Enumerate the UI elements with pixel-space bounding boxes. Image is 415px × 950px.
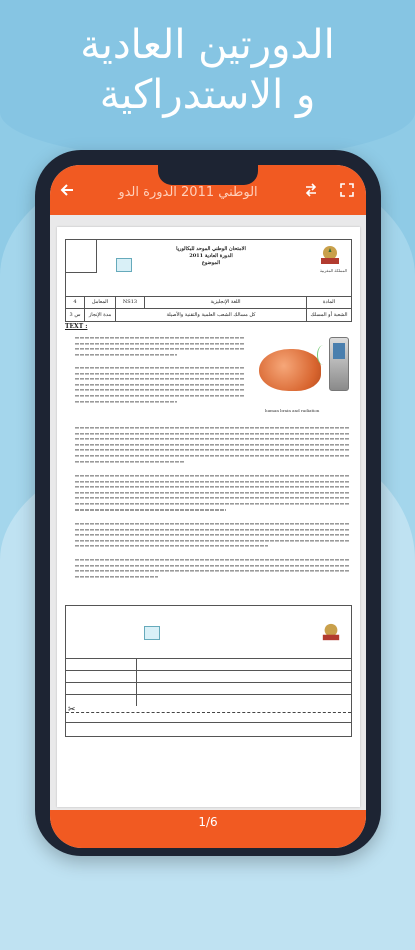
scissors-icon: ✂ (68, 705, 76, 715)
swap-icon[interactable] (304, 183, 318, 200)
answer-sheet-header (65, 605, 352, 737)
exam-stamp-icon (116, 258, 132, 272)
header-line-3: الموضوع (201, 260, 221, 266)
pdf-page[interactable] (57, 227, 360, 807)
paragraph-5 (75, 521, 350, 549)
brain-illustration (259, 349, 321, 391)
coefficient-value: 4 (73, 299, 77, 305)
expand-icon[interactable] (340, 183, 354, 200)
branches-value: كل مسالك الشعب العلمية والتقنية والأصيلة (115, 309, 306, 321)
page-indicator: 1/6 (198, 815, 218, 829)
promo-title-line2: و الاستدراكية (99, 72, 316, 118)
exam-info-row-1 (65, 296, 352, 309)
coefficient-label: المعامل (84, 296, 115, 308)
phone-screen (50, 165, 366, 848)
paragraph-6 (75, 557, 350, 579)
header-center (161, 246, 261, 267)
exam-info-row-2 (65, 309, 352, 322)
header-page-box (66, 240, 97, 273)
duration-value: 3 س (69, 312, 81, 318)
phone-frame (35, 150, 381, 856)
exam-header (65, 239, 352, 297)
text-heading: TEXT : (65, 323, 88, 330)
app-bar-title: الوطني 2011 الدورة الدو (118, 185, 258, 200)
cell-phone-icon (329, 337, 349, 391)
phone-notch (158, 165, 258, 185)
page-indicator-bar (50, 810, 366, 848)
header-line-1: الامتحان الوطني الموحد للبكالوريا (176, 246, 246, 252)
header-ministry: المملكة المغربية (319, 268, 347, 273)
paragraph-4 (75, 473, 350, 512)
paragraph-2 (75, 365, 245, 404)
promo-title-line1: الدورتين العادية (80, 22, 335, 68)
promo-title (0, 20, 415, 120)
brain-radiation-image (255, 335, 352, 413)
image-caption: human brain and radiation (265, 408, 320, 413)
paragraph-1 (75, 335, 245, 357)
branches-label: الشعبة أو المسلك (306, 309, 351, 321)
header-line-2: الدورة العادية 2011 (189, 253, 233, 259)
subject-name: اللغة الإنجليزية (144, 296, 306, 308)
duration-label: مدة الإنجاز (84, 309, 115, 321)
answer-emblem-icon (319, 622, 343, 646)
morocco-emblem-icon (317, 244, 343, 266)
paragraph-3 (75, 425, 350, 464)
arrow-left-icon[interactable] (60, 183, 74, 200)
answer-stamp-icon (144, 626, 160, 640)
exam-code: NS13 (115, 296, 144, 308)
subject-label: المادة (306, 296, 351, 308)
